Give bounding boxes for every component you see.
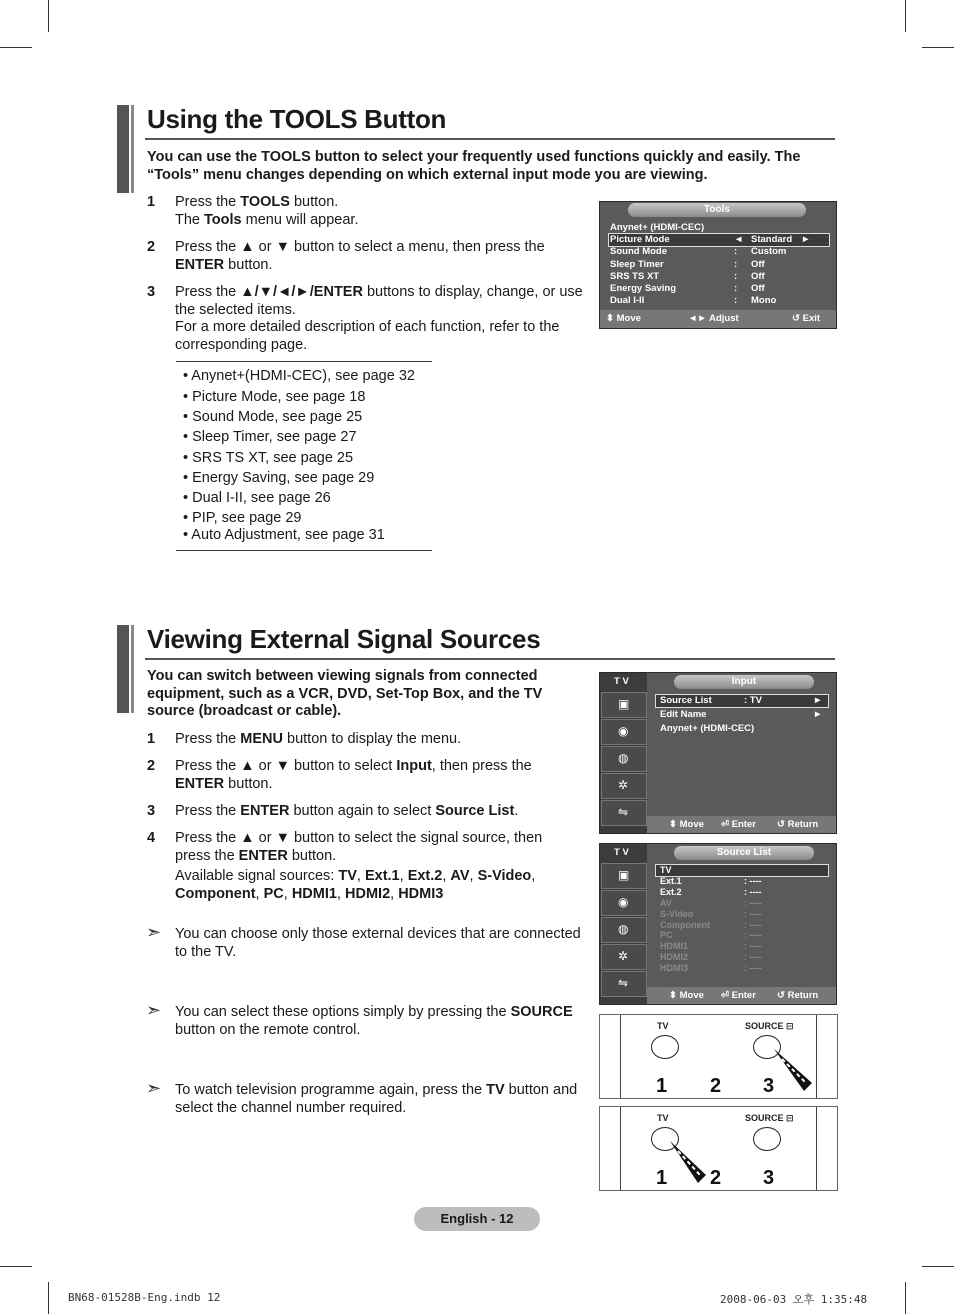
tools-menu-separator: :: [734, 270, 738, 282]
input-menu-item[interactable]: Source List: [660, 695, 712, 706]
reference-list-item: • PIP, see page 29: [183, 510, 302, 526]
step-text: Press the ENTER button again to select Source List.: [175, 803, 519, 819]
reference-list-item: • Dual I-II, see page 26: [183, 490, 331, 506]
source-list-item: Component: [660, 919, 710, 930]
reference-list-item: • Picture Mode, see page 18: [183, 389, 366, 405]
print-slug: BN68-01528B-Eng.indb 12: [68, 1291, 221, 1304]
crop-mark: [48, 0, 49, 32]
tools-menu-value: Custom: [751, 246, 787, 258]
tv-button-label: TV: [657, 1021, 669, 1031]
return-icon: ↺: [792, 313, 800, 324]
osd-footer: [647, 816, 836, 833]
enter-hint: ⏎ Enter: [721, 990, 756, 1001]
sound-menu-icon: ◉: [601, 890, 647, 916]
enter-icon: ⏎: [721, 990, 729, 1001]
tools-menu-item[interactable]: Sleep Timer: [610, 258, 664, 270]
step-number: 3: [147, 803, 156, 819]
reference-list-item: • Anynet+(HDMI-CEC), see page 32: [183, 368, 415, 384]
signal-source-name: HDMI2: [345, 885, 391, 902]
source-list-value: : ----: [744, 930, 762, 941]
source-icon: ⊟: [786, 1113, 794, 1123]
note-text: To watch television programme again, press the TV button and select the channel number required.: [175, 1082, 578, 1116]
osd-side-label: T V: [614, 847, 629, 858]
section-intro: You can use the TOOLS button to select your frequently used functions quickly and easily. The “Tools” menu changes depending on which external input mode you are viewing.: [147, 149, 801, 183]
section-rule: [145, 138, 835, 140]
section-marker: [117, 625, 129, 713]
source-button-label: SOURCE ⊟: [745, 1021, 794, 1031]
signal-source-name: Ext.2: [407, 868, 443, 884]
tools-menu-separator: ◄: [734, 234, 744, 246]
source-list-value: : ----: [744, 897, 762, 908]
crop-mark: [0, 47, 32, 48]
pointer-arrow-icon: [768, 1045, 818, 1095]
source-list-item: AV: [660, 897, 672, 908]
return-icon: ↺: [777, 990, 785, 1001]
input-osd: [599, 672, 837, 834]
leftright-icon: ◄►: [688, 313, 707, 324]
source-list-item[interactable]: Ext.1: [660, 875, 682, 886]
tv-button[interactable]: [651, 1035, 679, 1059]
tools-menu-separator: :: [734, 246, 738, 258]
input-menu-item[interactable]: Anynet+ (HDMI-CEC): [660, 723, 755, 734]
signal-source-name: S-Video: [477, 868, 532, 884]
tools-menu-item[interactable]: Sound Mode: [610, 246, 667, 258]
section-marker: [131, 105, 134, 193]
updown-icon: ⬍: [606, 313, 614, 324]
reference-list-item: • Sleep Timer, see page 27: [183, 429, 357, 445]
number-button-3[interactable]: 3: [763, 1167, 775, 1189]
section-title: Using the TOOLS Button: [147, 104, 447, 134]
source-list-item: PC: [660, 930, 673, 941]
source-button-label: SOURCE ⊟: [745, 1113, 794, 1123]
step-text: Press the ▲ or ▼ button to select the signal source, then press the ENTER button. Available signal sources: TV, Ext.1, Ext.2, AV, S-Video, Component, PC, HDMI1, HDMI2, HDMI3: [175, 830, 575, 903]
step-number: 4: [147, 830, 156, 846]
step-text: Press the ▲ or ▼ button to select a menu, then press the ENTER button.: [175, 239, 545, 273]
tools-menu-value: Standard: [751, 234, 793, 246]
step-text: Press the ▲ or ▼ button to select Input, then press the ENTER button.: [175, 758, 532, 792]
remote-illustration-tv: [599, 1106, 838, 1191]
updown-icon: ⬍: [669, 819, 677, 830]
source-list-value: : ----: [744, 941, 762, 952]
channel-menu-icon: ◍: [601, 746, 647, 772]
tools-menu-separator: :: [734, 258, 738, 270]
signal-source-name: HDMI1: [291, 885, 337, 902]
tools-menu-value: Off: [751, 258, 765, 270]
right-arrow-icon: ►: [813, 695, 823, 706]
source-list-item[interactable]: Ext.2: [660, 886, 682, 897]
number-button-2[interactable]: 2: [710, 1075, 722, 1097]
step-text: Press the TOOLS button. The Tools menu will appear.: [175, 194, 359, 228]
section-marker: [131, 625, 134, 713]
print-timestamp: 2008-06-03 오후 1:35:48: [720, 1293, 868, 1306]
number-button-2[interactable]: 2: [710, 1167, 722, 1189]
tools-menu-separator: :: [734, 283, 738, 294]
pointer-arrow-icon: [666, 1137, 716, 1187]
number-button-3[interactable]: 3: [763, 1075, 775, 1097]
tools-menu-value: Off: [751, 283, 765, 294]
osd-side-label: T V: [614, 676, 629, 687]
tools-menu-item[interactable]: Dual I-II: [610, 295, 645, 307]
note-arrow-icon: ➣: [146, 1078, 162, 1098]
sound-menu-icon: ◉: [601, 719, 647, 745]
signal-source-name: PC: [263, 885, 284, 902]
source-list-item[interactable]: TV: [660, 865, 672, 875]
setup-menu-icon: ✲: [601, 773, 647, 799]
crop-mark: [922, 47, 954, 48]
input-menu-icon: ⇋: [601, 800, 647, 826]
source-list-value: : ----: [744, 908, 762, 919]
osd-sidebar: [600, 673, 647, 833]
remote-illustration-source: [599, 1014, 838, 1099]
input-menu-value: : TV: [744, 695, 762, 706]
return-hint: ↺ Return: [777, 990, 819, 1001]
signal-source-name: Component: [175, 885, 256, 902]
tools-menu-separator: :: [734, 295, 738, 307]
setup-menu-icon: ✲: [601, 944, 647, 970]
section-marker: [117, 105, 129, 193]
note-text: You can choose only those external devices that are connected to the TV.: [175, 926, 581, 960]
available-sources: Available signal sources: TV, Ext.1, Ext.2, AV, S-Video, Component, PC, HDMI1, HDMI2, HDMI3: [175, 868, 536, 902]
signal-source-name: AV: [450, 868, 470, 884]
move-hint: ⬍ Move: [669, 990, 704, 1001]
crop-mark: [922, 1266, 954, 1267]
source-list-value: : ----: [744, 963, 762, 974]
crop-mark: [905, 0, 906, 32]
tools-menu-value: Off: [751, 270, 765, 282]
step-number: 1: [147, 194, 156, 210]
number-button-1[interactable]: 1: [656, 1075, 668, 1097]
reference-list-item: • Energy Saving, see page 29: [183, 470, 375, 486]
step-text: Press the MENU button to display the menu.: [175, 731, 462, 747]
source-list-value: : ----: [744, 952, 762, 963]
picture-menu-icon: ▣: [601, 692, 647, 718]
osd-footer: [600, 310, 836, 328]
osd-footer: [647, 987, 836, 1004]
page-number-badge: English - 12: [414, 1207, 540, 1231]
crop-mark: [905, 1282, 906, 1314]
source-icon: ⊟: [786, 1021, 794, 1031]
source-list-item: HDMI1: [660, 941, 689, 952]
osd-title: Input: [674, 675, 814, 689]
signal-source-name: HDMI3: [398, 885, 444, 902]
section-rule: [145, 658, 835, 660]
divider: [176, 361, 432, 362]
source-list-value: : ----: [744, 875, 762, 886]
tools-menu-item[interactable]: SRS TS XT: [610, 270, 660, 282]
tools-menu-item[interactable]: Picture Mode: [610, 234, 670, 246]
note-arrow-icon: ➣: [146, 922, 162, 942]
step-number: 2: [147, 758, 156, 774]
enter-hint: ⏎ Enter: [721, 819, 756, 830]
exit-hint: ↺ Exit: [792, 313, 821, 324]
source-list-item: HDMI2: [660, 952, 689, 963]
tools-osd: [599, 201, 837, 329]
tools-menu-value: Mono: [751, 295, 777, 307]
enter-icon: ⏎: [721, 819, 729, 830]
divider: [176, 550, 432, 551]
crop-mark: [0, 1266, 32, 1267]
source-list-value: : ----: [744, 886, 762, 897]
number-button-1[interactable]: 1: [656, 1167, 668, 1189]
tools-menu-item[interactable]: Energy Saving: [610, 283, 676, 294]
picture-menu-icon: ▣: [601, 863, 647, 889]
note-text: You can select these options simply by pressing the SOURCE button on the remote control.: [175, 1004, 573, 1038]
move-hint: ⬍ Move: [669, 819, 704, 830]
source-button[interactable]: [753, 1127, 781, 1151]
return-hint: ↺ Return: [777, 819, 819, 830]
reference-list-item: • Sound Mode, see page 25: [183, 409, 363, 425]
tv-button-label: TV: [657, 1113, 669, 1123]
reference-list-item: • Auto Adjustment, see page 31: [183, 527, 385, 543]
signal-source-name: Ext.1: [364, 868, 400, 884]
channel-menu-icon: ◍: [601, 917, 647, 943]
step-number: 2: [147, 239, 156, 255]
tools-menu-item[interactable]: Anynet+ (HDMI-CEC): [610, 222, 705, 233]
move-hint: ⬍ Move: [606, 313, 641, 324]
reference-list-item: • SRS TS XT, see page 25: [183, 450, 354, 466]
source-list-value: : ----: [744, 919, 762, 930]
osd-title: Source List: [674, 846, 814, 860]
updown-icon: ⬍: [669, 990, 677, 1001]
section-intro: You can switch between viewing signals from connected equipment, such as a VCR, DVD, Set-Top Box, and the TV source (broadcast or cable).: [147, 668, 543, 719]
input-menu-icon: ⇋: [601, 971, 647, 997]
source-list-item: HDMI3: [660, 963, 689, 974]
section-title: Viewing External Signal Sources: [147, 624, 541, 654]
right-arrow-icon: ►: [813, 709, 823, 720]
step-number: 1: [147, 731, 156, 747]
step-text: Press the ▲/▼/◄/►/ENTER buttons to display, change, or use the selected items. For a more detailed description of each function, refer to the corresponding page.: [175, 284, 583, 353]
right-arrow-icon: ►: [801, 234, 811, 246]
signal-source-name: TV: [338, 868, 357, 884]
note-arrow-icon: ➣: [146, 1000, 162, 1020]
input-menu-item[interactable]: Edit Name: [660, 709, 707, 720]
step-number: 3: [147, 284, 156, 300]
crop-mark: [48, 1282, 49, 1314]
osd-title: Tools: [628, 203, 806, 217]
source-list-item: S-Video: [660, 908, 694, 919]
adjust-hint: ◄► Adjust: [688, 313, 739, 324]
return-icon: ↺: [777, 819, 785, 830]
osd-sidebar: [600, 844, 647, 1004]
source-list-osd: [599, 843, 837, 1005]
